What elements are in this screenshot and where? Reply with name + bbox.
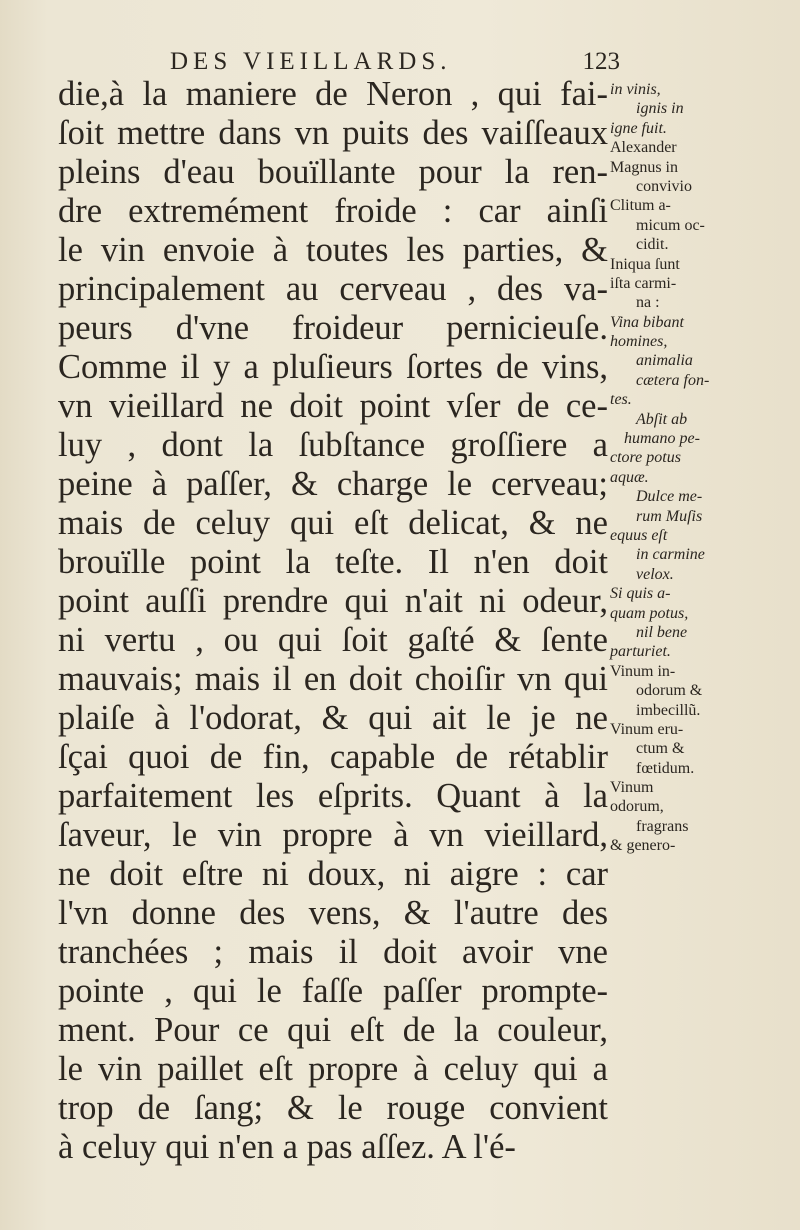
- margin-note-line: Si quis a-: [610, 585, 671, 603]
- text-line: parfaitement les eſprits. Quant à la: [58, 777, 608, 815]
- margin-note-line: homines,: [610, 333, 668, 351]
- text-line: ni vertu , ou qui ſoit gaſté & ſente: [58, 621, 608, 659]
- margin-note-line: Vinum: [610, 779, 654, 797]
- text-line: peine à paſſer, & charge le cerveau;: [58, 465, 608, 503]
- text-line: l'vn donne des vens, & l'autre des: [58, 894, 608, 932]
- text-line: mais de celuy qui eſt delicat, & ne: [58, 504, 608, 542]
- margin-note-line: igne fuit.: [610, 119, 667, 137]
- margin-note-line: Vinum in-: [610, 662, 676, 680]
- text-line: ſaveur, le vin propre à vn vieillard,: [58, 816, 608, 854]
- margin-note-line: ctore potus: [610, 449, 681, 467]
- margin-note-line: in carmine: [636, 546, 705, 564]
- margin-note-line: imbecillũ.: [636, 701, 701, 719]
- margin-note-line: in vinis,: [610, 81, 661, 98]
- text-line: tranchées ; mais il doit avoir vne: [58, 933, 608, 971]
- margin-note-line: tes.: [610, 391, 632, 409]
- text-line: ne doit eſtre ni doux, ni aigre : car: [58, 855, 608, 893]
- text-line: pointe , qui le faſſe paſſer prompte-: [58, 972, 608, 1010]
- margin-note-line: cidit.: [636, 236, 669, 254]
- main-text-block: [58, 75, 608, 1167]
- margin-note-line: Clitum a-: [610, 197, 671, 215]
- text-line: point auſſi prendre qui n'ait ni odeur,: [58, 582, 608, 620]
- margin-notes: [610, 80, 760, 856]
- text-line: le vin paillet eſt propre à celuy qui a: [58, 1050, 608, 1088]
- margin-note-line: Abſit ab: [636, 410, 688, 428]
- margin-note-line: Magnus in: [610, 158, 678, 176]
- margin-note-line: Vina bibant: [610, 313, 684, 331]
- text-line: ment. Pour ce qui eſt de la couleur,: [58, 1011, 608, 1049]
- margin-note-line: parturiet.: [610, 643, 671, 661]
- margin-note-line: Vinum eru-: [610, 720, 684, 738]
- page-number: 123: [582, 48, 620, 75]
- text-line: die,à la maniere de Neron , qui fai-: [58, 75, 608, 113]
- margin-note-line: quam potus,: [610, 604, 689, 622]
- margin-note-line: na :: [636, 294, 660, 312]
- running-title: DES VIEILLARDS.: [170, 48, 452, 75]
- margin-note-line: odorum &: [636, 682, 703, 700]
- margin-note-line: humano pe-: [624, 430, 700, 448]
- margin-note-line: convivio: [636, 177, 692, 195]
- margin-note-line: rum Muſis: [636, 507, 703, 525]
- text-line: Comme il y a pluſieurs ſortes de vins,: [58, 348, 608, 386]
- margin-note-line: odorum,: [610, 798, 664, 816]
- text-line: plaiſe à l'odorat, & qui ait le je ne: [58, 699, 608, 737]
- margin-note-line: & genero-: [610, 837, 676, 855]
- margin-note-line: Alexander: [610, 139, 677, 157]
- text-line: vn vieillard ne doit point vſer de ce-: [58, 387, 608, 425]
- text-line: mauvais; mais il en doit choiſir vn qui: [58, 660, 608, 698]
- text-line: luy , dont la ſubſtance groſſiere a: [58, 426, 608, 464]
- margin-note-line: Dulce me-: [636, 488, 703, 506]
- text-line: le vin envoie à toutes les parties, &: [58, 231, 608, 269]
- text-line: ſoit mettre dans vn puits des vaiſſeaux: [58, 114, 608, 152]
- text-line: pleins d'eau bouïllante pour la ren-: [58, 153, 608, 191]
- text-line: à celuy qui n'en a pas aſſez. A l'é-: [58, 1128, 516, 1166]
- margin-note-line: Iniqua ſunt: [610, 255, 680, 273]
- margin-note-line: ctum &: [636, 740, 685, 758]
- margin-note-line: equus eſt: [610, 526, 668, 544]
- text-line: brouïlle point la teſte. Il n'en doit: [58, 543, 608, 581]
- margin-note-line: iſta carmi-: [610, 274, 677, 292]
- margin-note-line: fragrans: [636, 817, 689, 835]
- text-line: dre extremément froide : car ainſi: [58, 192, 608, 230]
- margin-note-line: cætera fon-: [636, 371, 710, 389]
- margin-note-line: nil bene: [636, 623, 688, 641]
- text-line: peurs d'vne froideur pernicieuſe.: [58, 309, 608, 347]
- margin-note-line: aquæ.: [610, 468, 649, 486]
- text-line: trop de ſang; & le rouge convient: [58, 1089, 608, 1127]
- margin-note-line: fœtidum.: [636, 759, 695, 777]
- margin-note-line: micum oc-: [636, 216, 705, 234]
- text-line: principalement au cerveau , des va-: [58, 270, 608, 308]
- margin-note-line: animalia: [636, 352, 693, 370]
- text-line: ſçai quoi de fin, capable de rétablir: [58, 738, 608, 776]
- margin-note-line: ignis in: [636, 100, 684, 118]
- margin-note-line: velox.: [636, 565, 674, 583]
